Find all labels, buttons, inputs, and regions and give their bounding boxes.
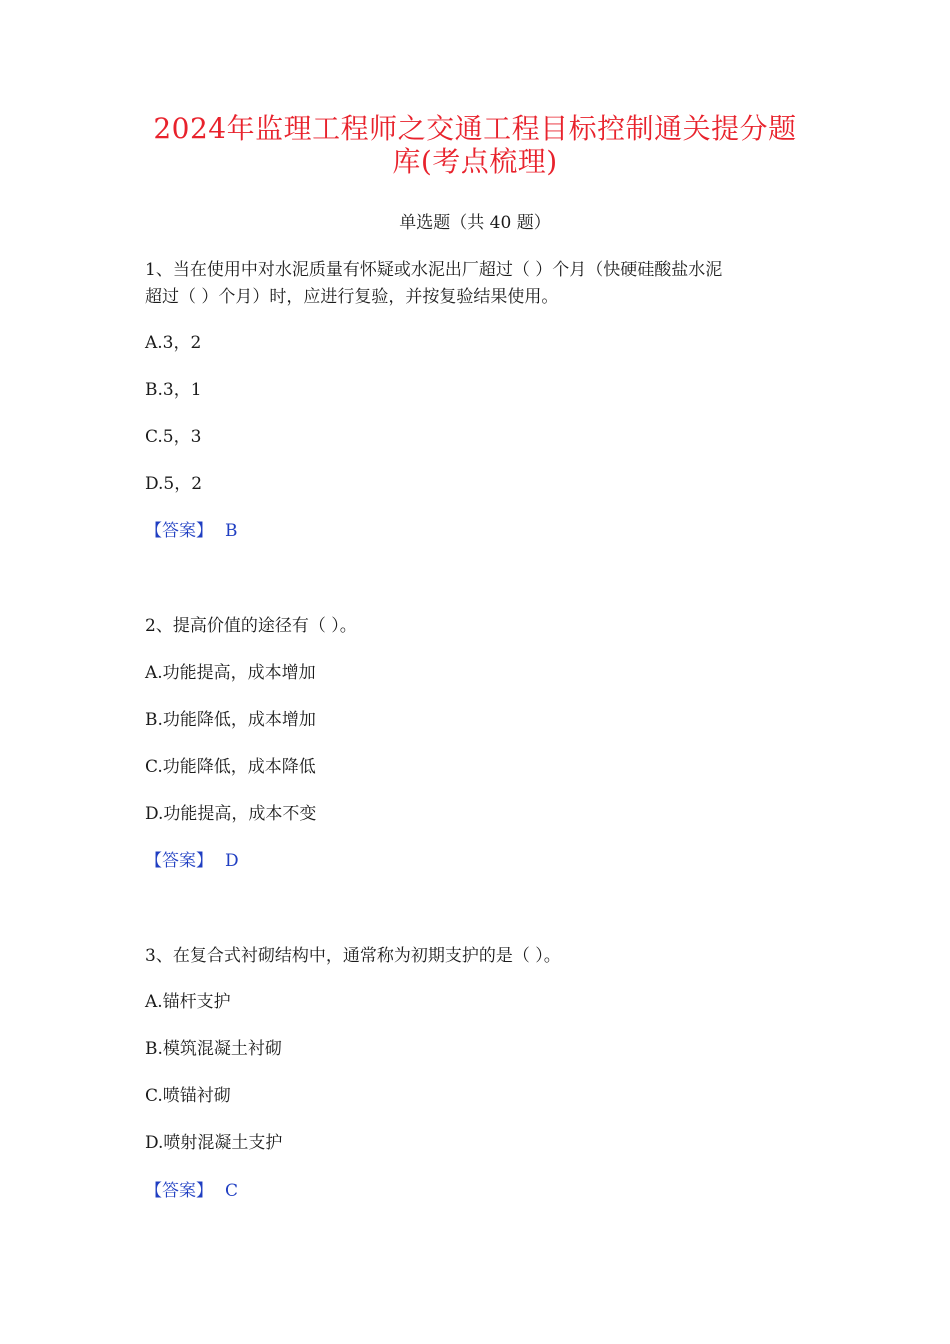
answer-value: B bbox=[225, 521, 238, 541]
question-3-answer bbox=[145, 1179, 238, 1203]
question-1-option-c: C.5，3 bbox=[145, 427, 202, 447]
document-title-line-2: 库(考点梳理) bbox=[392, 145, 558, 178]
question-1-option-a: A.3，2 bbox=[145, 333, 202, 353]
question-2-answer bbox=[145, 849, 239, 873]
answer-label: 【答案】 bbox=[145, 851, 213, 871]
question-2-stem: 2、提高价值的途径有（ ）。 bbox=[145, 616, 357, 636]
section-heading: 单选题（共 40 题） bbox=[399, 213, 551, 233]
question-2-option-d: D.功能提高，成本不变 bbox=[145, 804, 317, 824]
answer-value: D bbox=[225, 851, 239, 871]
question-1-stem-line-2: 超过（ ）个月）时，应进行复验，并按复验结果使用。 bbox=[145, 287, 559, 307]
question-2-option-c: C.功能降低，成本降低 bbox=[145, 757, 316, 777]
question-2-option-a: A.功能提高，成本增加 bbox=[145, 663, 316, 683]
answer-label: 【答案】 bbox=[145, 1181, 213, 1201]
question-2-option-b: B.功能降低，成本增加 bbox=[145, 710, 316, 730]
answer-value: C bbox=[225, 1181, 239, 1201]
question-1-option-d: D.5，2 bbox=[145, 474, 203, 494]
question-3-option-c: C.喷锚衬砌 bbox=[145, 1086, 231, 1106]
question-1-option-b: B.3，1 bbox=[145, 380, 202, 400]
question-1-answer bbox=[145, 519, 238, 543]
question-3-stem: 3、在复合式衬砌结构中，通常称为初期支护的是（ ）。 bbox=[145, 946, 561, 966]
question-1-stem-line-1: 1、当在使用中对水泥质量有怀疑或水泥出厂超过（ ）个月（快硬硅酸盐水泥 bbox=[145, 260, 723, 280]
question-3-option-b: B.模筑混凝土衬砌 bbox=[145, 1039, 282, 1059]
question-3-option-d: D.喷射混凝土支护 bbox=[145, 1133, 283, 1153]
question-3-option-a: A.锚杆支护 bbox=[145, 992, 231, 1012]
document-title-line-1: 2024年监理工程师之交通工程目标控制通关提分题 bbox=[153, 112, 797, 145]
answer-label: 【答案】 bbox=[145, 521, 213, 541]
